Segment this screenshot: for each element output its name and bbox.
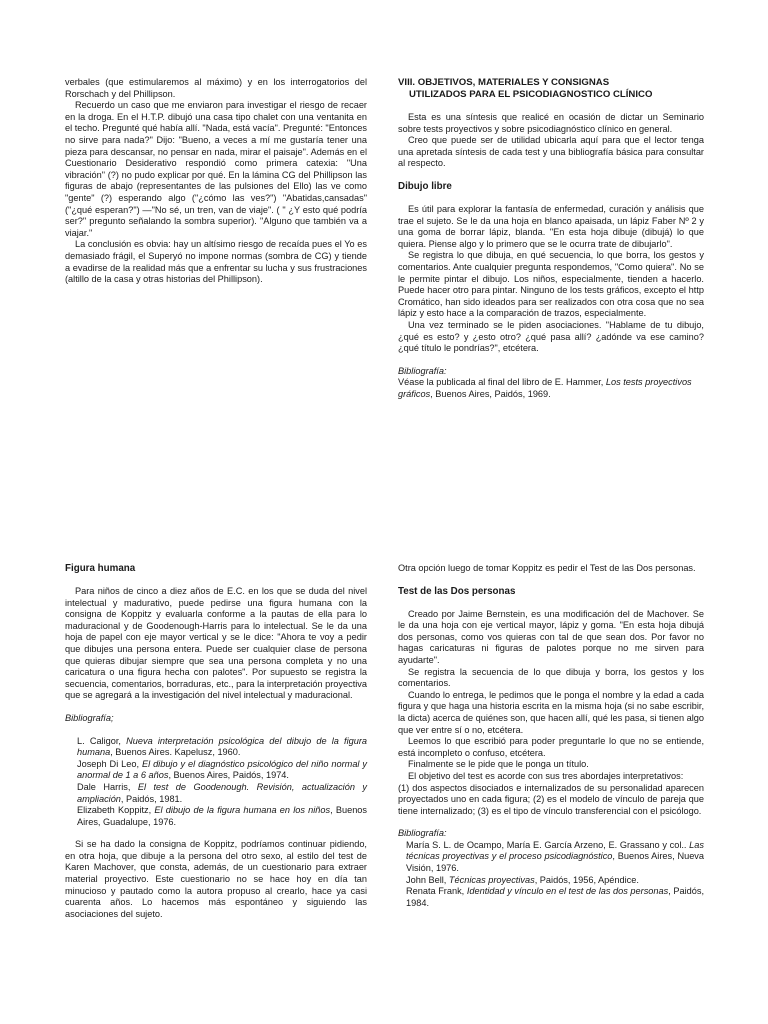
paragraph: Si se ha dado la consigna de Koppitz, podríamos continuar pidiendo, en otra hoja, que dibuje a la persona del otro sexo, al estilo del test de Karen Machover, que consta, además, de un cuestionario para extraer material proyectivo. Este cuestionario no se hace hoy en día tan minucioso y pautado como la autora propuso al crearlo, hace ya casi cuarenta años. Lo hacemos más espontáneo y siguiendo las asociaciones del sujeto. xyxy=(65,839,367,919)
paragraph: verbales (que estimularemos al máximo) y en los interrogatorios del Rorschach y del Phillipson. xyxy=(65,77,367,99)
paragraph: Es útil para explorar la fantasía de enfermedad, curación y análisis que trae el sujeto. Se le da una hoja en blanco apaisada, un lápiz Faber Nº 2 y una goma de borrar lápiz, blanda. "En esta hoja dibuje (dibujá) lo que quiera. Piense algo y lo primero que se le ocurra trate de dibujarlo". xyxy=(398,203,704,249)
column-top-right xyxy=(398,77,704,400)
section-heading: Test de las Dos personas xyxy=(398,585,516,597)
section-heading: Figura humana xyxy=(65,563,136,574)
bibliography-entry: Joseph Di Leo, El dibujo y el diagnóstico psicológico del niño normal y anormal de 1 a 6 años, Buenos Aires, Paidós, 1974. xyxy=(77,758,367,781)
paragraph: Recuerdo un caso que me enviaron para investigar el riesgo de recaer en la droga. En el H.T.P. dibujó una casa tipo chalet con una ventanita en el techo. Pregunté qué había allí. "Nada, está vacía". Pregunté: "Entonces no sirve para nada?" Dijo: "Bueno, a veces a mí me gustaría tener una pieza para descansar, no pensar en nada, mirar el paisaje". Además en el Cuestionario Desiderativo respondió como primera catexia: "Una vibración" (?) no pudo explicar por qué. En la lámina CG del Phillipson las figuras de abajo (representantes de las pulsiones del Ello) las ve como "gente" (?) esperando algo ("¿cómo las ves?") "Abatidas,cansadas" ("¿qué esperan?") —"No sé, un tren, van de viaje". ( " ¿Y esto qué podría ser?" pregunto señalando la sombra superior). "Alguno que también va a viajar." xyxy=(65,100,367,238)
bibliography-list xyxy=(65,736,367,829)
column-top-left xyxy=(65,77,367,286)
paragraph: Finalmente se le pide que le ponga un título. xyxy=(408,759,589,770)
paragraph: Se registra la secuencia de lo que dibuja y borra, los gestos y los comentarios. xyxy=(398,666,704,689)
paragraph: Se registra lo que dibuja, en qué secuencia, lo que borra, los gestos y comentarios. Ante cualquier pregunta respondemos, "Como quiera". No se le permite pintar el dibujo. Los niños, especialmente, tienden a hacerlo. Puede hacer otro para pintar. Ninguno de los tests gráficos, excepto el http Cromático, han sido ideados para ser realizados con otra cosa que no sea lápiz y esto hace a la comparación de trazos, especialmente. xyxy=(398,250,704,319)
paragraph: Otra opción luego de tomar Koppitz es pedir el Test de las Dos personas. xyxy=(398,563,696,573)
bibliography-entry: Véase la publicada al final del libro de E. Hammer, Los tests proyectivos gráficos, Buenos Aires, Paidós, 1969. xyxy=(398,377,692,399)
paragraph: Una vez terminado se le piden asociaciones. "Hablame de tu dibujo, ¿qué es esto? y ¿esto otro? ¿qué pasa allí? ¿adónde va ese camino? ¿qué título le pondrías?", etcétera. xyxy=(398,319,704,354)
bibliography-entry: L. Caligor, Nueva interpretación psicológica del dibujo de la figura humana, Buenos Aires. Kapelusz, 1960. xyxy=(77,735,367,758)
bibliography-entry: Renata Frank, Identidad y vínculo en el test de las dos personas, Paidós, 1984. xyxy=(406,886,705,908)
column-bottom-right xyxy=(398,563,704,909)
bibliography-entry: María S. L. de Ocampo, María E. García Arzeno, E. Grassano y col.. Las técnicas proyectivas y el proceso psicodiagnóstico, Buenos Aires, Nueva Visión, 1976. xyxy=(406,839,705,874)
paragraph: (1) dos aspectos disociados e internalizados de su personalidad aparecen proyectados uno en cada figura; (2) es el modelo de vínculo de pareja que tiene internalizado; (3) es el tipo de vínculo transferencial con el psicólogo. xyxy=(398,782,704,816)
paragraph: Creo que puede ser de utilidad ubicarla aquí para que el lector tenga una apretada síntesis de cada test y una bibliografía básica para consultar al respecto. xyxy=(398,135,704,169)
column-bottom-left xyxy=(65,563,367,920)
paragraph: El objetivo del test es acorde con sus tres abordajes interpretativos: xyxy=(408,770,684,781)
bibliography-label: Bibliografía: xyxy=(398,365,447,376)
bibliography-label: Bibliografía: xyxy=(398,828,447,839)
bibliography-list xyxy=(398,840,704,910)
chapter-title-line2: UTILIZADOS PARA EL PSICODIAGNOSTICO CLÍNICO xyxy=(409,89,653,100)
paragraph: Cuando lo entrega, le pedimos que le ponga el nombre y la edad a cada figura y que haga una historia escrita en la misma hoja (si no sabe escribir, la dicta) acerca de quiénes son, que hacen allí, qué les pasa, si tienen algo que ver entre sí o no, etcétera. xyxy=(398,689,704,735)
bibliography-entry: Dale Harris, El test de Goodenough. Revisión, actualización y ampliación, Paidós, 1981. xyxy=(77,781,367,804)
paragraph: Para niños de cinco a diez años de E.C. en los que se duda del nivel intelectual y madurativo, puede pedirse una figura humana con la consigna de Koppitz y evaluarla conforme a la pautas de ella para lo maduracional y de Goodenough-Harris para lo intelectual. Se le da una hoja de papel con eje mayor vertical y se le dice: "Ahora te voy a pedir que dibujes una persona entera. Puede ser cualquier clase de persona que quieras dibujar siempre que sea una persona completa y no una caricatura o una figura hecha con palotes". Por supuesto se registra la secuencia, comentarios, borraduras, etc., para la interpretación proyectiva que se agregará a la investigación del nivel intelectual y maduracional. xyxy=(65,586,367,701)
paragraph: Esta es una síntesis que realicé en ocasión de dictar un Seminario sobre tests proyectivos y sobre psicodiagnóstico clínico en general. xyxy=(398,112,704,134)
paragraph: La conclusión es obvia: hay un altísimo riesgo de recaída pues el Yo es demasiado frágil, el Superyó no impone normas (sombra de CG) y tiende a evadirse de la realidad más que a enfrentar su lucha y sus frustraciones (altillo de la casa y otras historias del Phillipson). xyxy=(65,239,367,285)
bibliography-entry: John Bell, Técnicas proyectivas, Paidós, 1956, Apéndice. xyxy=(406,874,639,885)
bibliography-entry: Elizabeth Koppitz, El dibujo de la figura humana en los niños, Buenos Aires, Guadalupe, 1976. xyxy=(77,805,368,827)
paragraph: Leemos lo que escribió para poder preguntarle lo que no se entiende, está incompleto o confuso, etcétera. xyxy=(398,736,704,758)
bibliography-label: Bibliografía; xyxy=(65,712,114,723)
chapter-title-line1: VIII. OBJETIVOS, MATERIALES Y CONSIGNAS xyxy=(398,77,610,88)
paragraph: Creado por Jaime Bernstein, es una modificación del de Machover. Se le da una hoja con eje vertical mayor, lápiz y goma. "En esta hoja dibujá dos personas, como vos quieras con tal de que sean dos. Por favor no hagas caricaturas ni figuras de palotes porque no me sirven para ayudarte". xyxy=(398,608,704,665)
section-heading: Dibujo libre xyxy=(398,180,452,192)
